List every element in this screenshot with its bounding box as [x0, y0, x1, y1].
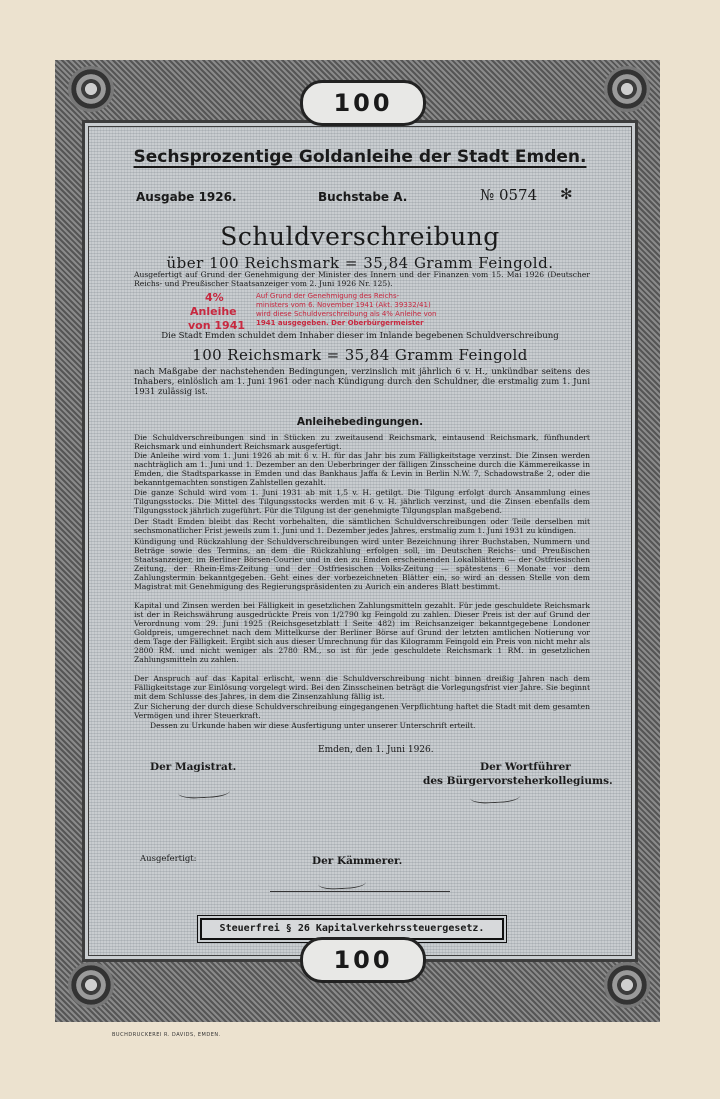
bond-title: Sechsprozentige Goldanleihe der Stadt Emden.: [133, 147, 587, 167]
stamp-percent: 4%: [205, 291, 224, 304]
corner-rosette-bottom-right: [604, 962, 650, 1008]
condition-4: Der Stadt Emden bleibt das Recht vorbehalten, die sämtlichen Schuldverschreibungen oder Teile derselben mit sechsmonatlicher Frist jeweils zum 1. Juni und 1. Dezember jedes Jahres, erstmalig zum 1. Juni 1931 zu kündigen.: [134, 517, 590, 535]
letter-label: Buchstabe A.: [318, 190, 408, 204]
condition-9: Dessen zu Urkunde haben wir diese Ausfertigung unter unserer Unterschrift erteilt.: [150, 721, 476, 730]
issue-label: Ausgabe 1926.: [136, 190, 237, 204]
corner-rosette-top-right: [604, 66, 650, 112]
place-date: Emden, den 1. Juni 1926.: [318, 745, 434, 755]
condition-5: Kündigung und Rückzahlung der Schuldverschreibungen wird unter Bezeichnung ihrer Buchstaben, Nummern und Beträge sowie des Termins, an dem die Rückzahlung erfolgen soll, im Deutschen Reichs- und Preußischen Staatsanzeiger, im Berliner Börsen-Courier und in den zu Emden erscheinenden Lokalblättern — der Ostfriesischen Zeitung, der Rhein-Ems-Zeitung und der Ostfriesischen Volks-Zeitung — spätestens 6 Monate vor dem Zahlungstermin bekanntgegeben. Geht eines der vorbezeichneten Blätter ein, so wird an dessen Stelle von dem Magistrat mit Genehmigung des Regierungspräsidenten zu Aurich ein anderes Blatt bestimmt.: [134, 537, 590, 591]
wortfuehrer-subtitle: des Bürgervorsteherkollegiums.: [423, 775, 613, 787]
debtor-line: Die Stadt Emden schuldet dem Inhaber dieser im Inlande begebenen Schuldverschreibung: [161, 331, 559, 341]
condition-8: Zur Sicherung der durch diese Schuldverschreibung eingegangenen Verpflichtung haftet die Stadt mit dem gesamten Vermögen und ihrer Steuerkraft.: [134, 702, 590, 720]
authorization-text: Ausgefertigt auf Grund der Genehmigung der Minister des Innern und der Finanzen vom 15. Mai 1926 (Deutscher Reichs- und Preußischer Staatsanzeiger vom 2. Juni 1926 Nr. 125).: [134, 270, 590, 288]
document-heading: Schuldverschreibung: [220, 222, 500, 251]
condition-2: Die Anleihe wird vom 1. Juni 1926 ab mit 6 v. H. für das Jahr bis zum Fälligkeitstage verzinst. Die Zinsen werden nachträglich am 1. Juni und 1. Dezember an den Ueberbringer der fälligen Zinsscheine durch die Kämmereikasse in Emden, die Stadtsparkasse in Emden und das Bankhaus Jaffa & Levin in Berlin N.W. 7, Schadowstraße 2, oder die bekanntgemachten sonstigen Zahlstellen gezahlt.: [134, 451, 590, 487]
wortfuehrer-label: Der Wortführer: [480, 761, 571, 773]
kaemmerer-label: Der Kämmerer.: [312, 855, 403, 867]
stamp-anleihe: Anleihe: [190, 305, 237, 318]
printer-imprint: BUCHDRUCKEREI R. DAVIDS, EMDEN.: [112, 1032, 221, 1038]
signature-line: [270, 891, 450, 892]
stamp-year: von 1941: [188, 319, 246, 332]
stamp-line-2: ministers vom 6. November 1941 (Akt. 39332/41): [256, 301, 431, 309]
serial-number: № 0574: [480, 186, 538, 204]
stamp-line-4: 1941 ausgegeben. Der Oberbürgermeister: [256, 319, 424, 327]
terms-text: nach Maßgabe der nachstehenden Bedingungen, verzinslich mit jährlich 6 v. H., unkündbar seitens des Inhabers, einlöslich am 1. Juni 1961 oder nach Kündigung durch den Schuldner, die erstmalig zum 1. Juni 1931 zulässig ist.: [134, 366, 590, 396]
corner-rosette-bottom-left: [68, 962, 114, 1008]
corner-rosette-top-left: [68, 66, 114, 112]
conditions-heading: Anleihebedingungen.: [296, 416, 424, 428]
star-mark: ✻: [560, 185, 573, 203]
denomination-bottom: 100: [300, 937, 426, 983]
condition-3: Die ganze Schuld wird vom 1. Juni 1931 ab mit 1,5 v. H. getilgt. Die Tilgung erfolgt durch Ansammlung eines Tilgungsstocks. Die Mittel des Tilgungsstocks werden mit 6 v. H. jährlich verzinst, und die Zinsen ebenfalls dem Tilgungsstock jährlich zugeführt. Für die Tilgung ist der genehmigte Tilgungsplan maßgebend.: [134, 488, 590, 515]
ausgefertigt-label: Ausgefertigt:: [140, 854, 197, 864]
denomination-top: 100: [300, 80, 426, 126]
condition-7: Der Anspruch auf das Kapital erlischt, wenn die Schuldverschreibung nicht binnen dreißig Jahren nach dem Fälligkeitstage zur Einlösung vorgelegt wird. Bei den Zinsscheinen beträgt die Vorlegungsfrist vier Jahre. Sie beginnt mit dem Schlusse des Jahres, in dem die Zinsenzahlung fällig ist.: [134, 674, 590, 701]
stamp-line-1: Auf Grund der Genehmigung des Reichs-: [256, 292, 400, 300]
amount-line: über 100 Reichsmark = 35,84 Gramm Feingold.: [166, 254, 554, 272]
magistrat-label: Der Magistrat.: [150, 761, 237, 773]
condition-1: Die Schuldverschreibungen sind in Stücken zu zweitausend Reichsmark, eintausend Reichsmark, fünfhundert Reichsmark und einhundert Reichsmark ausgefertigt.: [134, 433, 590, 451]
stamp-line-3: wird diese Schuldverschreibung als 4% Anleihe von: [256, 310, 437, 318]
condition-6: Kapital und Zinsen werden bei Fälligkeit in gesetzlichen Zahlungsmitteln gezahlt. Für jede geschuldete Reichsmark ist der in Reichswährung ausgedrückte Preis von 1/2790 kg Feingold zu zahlen. Dieser Preis ist der auf Grund der Verordnung vom 29. Juni 1925 (Reichsgesetzblatt I Seite 482) im Reichsanzeiger bekanntgegebene Londoner Goldpreis, umgerechnet nach dem Mittelkurse der Berliner Börse auf Grund der letzten amtlichen Notierung vor dem Tage der Fälligkeit. Ergibt sich aus dieser Umrechnung für das Kilogramm Feingold ein Preis von nicht mehr als 2800 RM. und nicht weniger als 2780 RM., so ist für jede geschuldete Reichsmark 1 RM. in gesetzlichen Zahlungsmitteln zu zahlen.: [134, 601, 590, 664]
tax-exemption-note: Steuerfrei § 26 Kapitalverkehrssteuergesetz.: [200, 918, 504, 940]
amount-middle: 100 Reichsmark = 35,84 Gramm Feingold: [192, 346, 528, 364]
